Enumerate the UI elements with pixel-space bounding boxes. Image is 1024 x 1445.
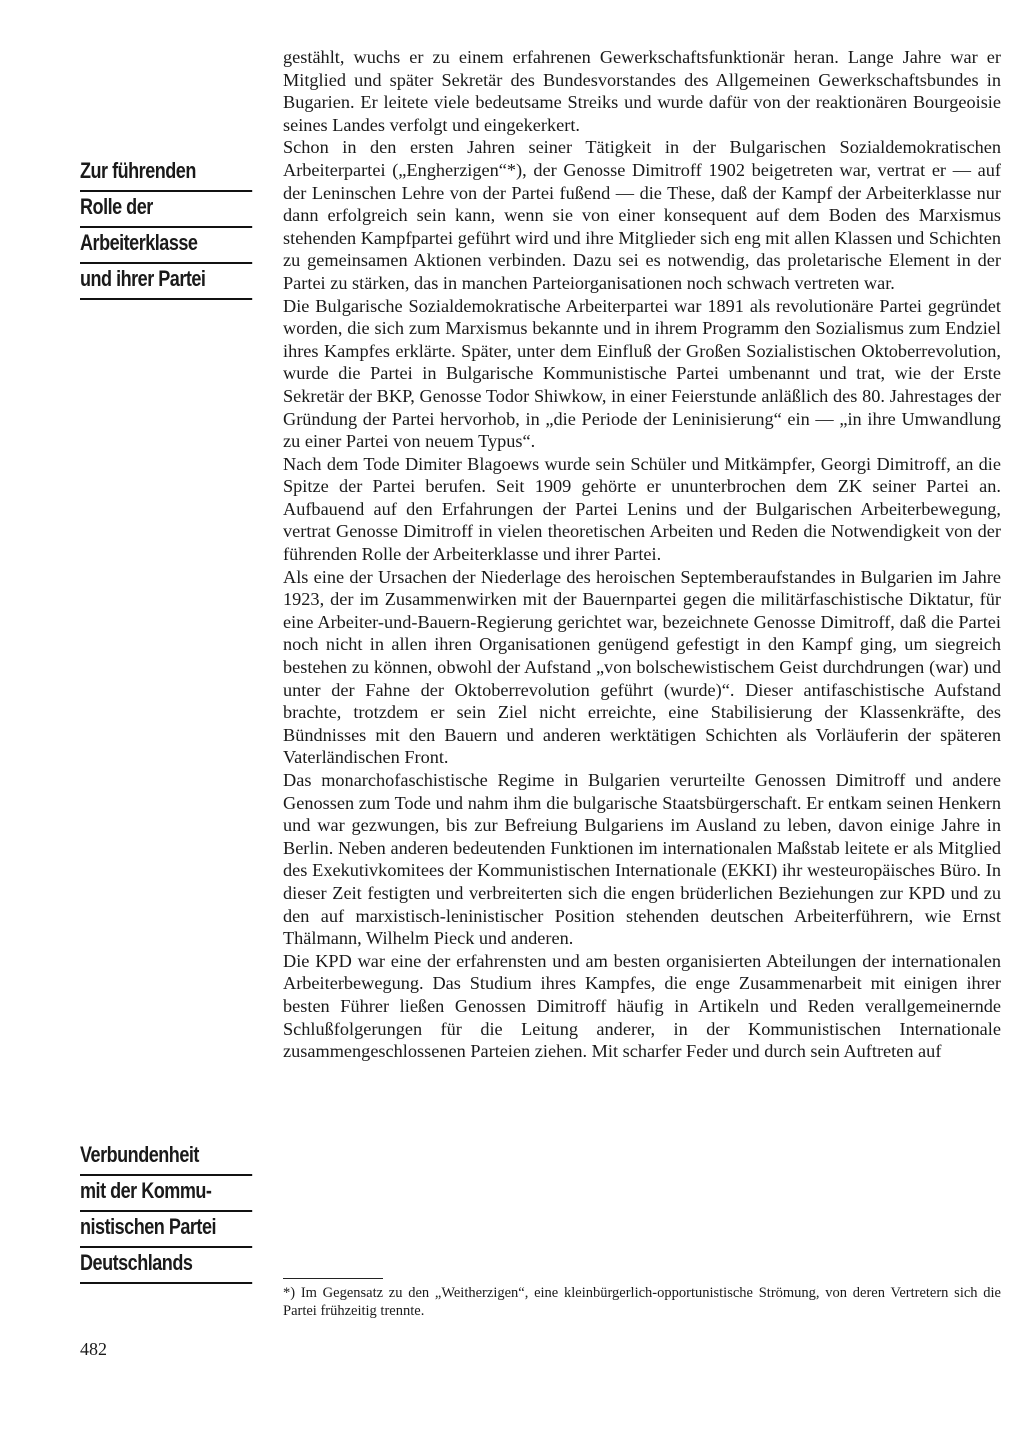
body-paragraph: Schon in den ersten Jahren seiner Tätigkeit in der Bulgarischen Sozialdemokratischen Arbeiterpartei („Engherzigen“*), der Genosse Dimitroff 1902 beigetreten war, vertrat er — auf der Leninschen Lehre von der Partei fußend — die These, daß der Kampf der Arbeiterklasse nur dann erfolgreich sein kann, wenn sie von einer konsequent auf dem Boden des Marxismus stehenden Kampfpartei geführt wird und ihre Mitglieder sich eng mit allen Klassen und Schichten zu gemeinsamen Aktionen verbinden. Dazu sei es notwendig, das proletarische Element in der Partei zu stärken, das in manchen Parteiorganisationen noch schwach vertreten war. xyxy=(283,137,1001,293)
footnote: *) Im Gegensatz zu den „Weitherzigen“, eine kleinbürgerlich-opportunistische Strömung, von deren Vertretern sich die Partei frühzeitig trennte. xyxy=(283,1285,1001,1319)
footnote-divider xyxy=(283,1278,383,1279)
page-number: 482 xyxy=(80,1339,107,1359)
side-heading-line: Rolle der xyxy=(80,192,252,228)
side-heading-line: und ihrer Partei xyxy=(80,264,252,300)
side-heading-line: mit der Kommu- xyxy=(80,1176,252,1212)
body-paragraph: Die Bulgarische Sozialdemokratische Arbeiterpartei war 1891 als revolutionäre Partei gegründet worden, die sich zum Marxismus bekannte und in ihrem Programm den Sozialismus zum Endziel ihres Kampfes erklärte. Später, unter dem Einfluß der Großen Sozialistischen Oktoberrevolution, wurde die Partei in Bulgarische Kommunistische Partei umbenannt und trat, wie der Erste Sekretär der BKP, Genosse Todor Shiwkow, in einer Feierstunde anläßlich des 80. Jahrestages der Gründung der Partei hervorhob, in „die Periode der Leninisierung“ ein — „in ihre Umwandlung zu einer Partei von neuem Typus“. xyxy=(283,295,1001,452)
body-paragraph: Die KPD war eine der erfahrensten und am besten organisierten Abteilungen der internationalen Arbeiterbewegung. Das Studium ihres Kampfes, die enge Zusammenarbeit mit einigen ihrer besten Führer ließen Genossen Dimitroff häufig in Artikeln und Reden verallgemeinernde Schlußfolgerungen für die Leitung anderer, in der Kommunistischen Internationale zusammengeschlossenen Parteien ziehen. Mit scharfer Feder und durch sein Auftreten auf xyxy=(283,950,1001,1062)
body-paragraph: gestählt, wuchs er zu einem erfahrenen Gewerkschaftsfunktionär heran. Lange Jahre war er Mitglied und später Sekretär des Bundesvorstandes des Allgemeinen Gewerkschaftsbundes in Bugarien. Er leitete viele bedeutsame Streiks und wurde dafür von der reaktionären Bourgeoisie seines Landes verfolgt und eingekerkert. xyxy=(283,47,1001,135)
body-paragraph: Als eine der Ursachen der Niederlage des heroischen Septemberaufstandes in Bulgarien im Jahre 1923, der im Zusammenwirken mit der Bauernpartei gegen die militärfaschistische Diktatur, für eine Arbeiter-und-Bauern-Regierung gerichtet war, bezeichnete Genosse Dimitroff, daß die Partei noch nicht in allen ihren Organisationen genügend gefestigt in den Kampf ging, um siegreich bestehen zu können, obwohl der Aufstand „von bolschewistischem Geist durchdrungen (war) und unter der Fahne der Oktoberrevolution geführt (wurde)“. Dieser antifaschistische Aufstand brachte, trotzdem er sein Ziel nicht erreichte, eine Stabilisierung der Klassenkräfte, des Bündnisses mit den Bauern und anderen werktätigen Schichten als Vorläuferin der späteren Vaterländischen Front. xyxy=(283,566,1001,768)
side-heading-line: Zur führenden xyxy=(80,156,252,192)
side-heading-kpd-solidarity xyxy=(80,1140,226,1284)
side-heading-line: Arbeiterklasse xyxy=(80,228,252,264)
main-text-column xyxy=(283,46,1001,1063)
body-paragraph: Das monarchofaschistische Regime in Bulgarien verurteilte Genossen Dimitroff und andere Genossen zum Tode und nahm ihm die bulgarische Staatsbürgerschaft. Er entkam seinen Henkern und war gezwungen, bis zur Befreiung Bulgariens im Ausland zu leben, davon einige Jahre in Berlin. Neben anderen bedeutenden Funktionen im internationalen Maßstab leitete er als Mitglied des Exekutivkomitees der Kommunistischen Internationale (EKKI) ihr westeuropäisches Büro. In dieser Zeit festigten und verbreiterten sich die engen brüderlichen Beziehungen zur KPD und zu den auf marxistisch-leninistischer Position stehenden deutschen Arbeiterführern, wie Ernst Thälmann, Wilhelm Pieck und anderen. xyxy=(283,770,1001,949)
side-heading-leading-role xyxy=(80,156,226,300)
body-paragraph: Nach dem Tode Dimiter Blagoews wurde sein Schüler und Mitkämpfer, Georgi Dimitroff, an die Spitze der Partei berufen. Seit 1909 gehörte er ununterbrochen dem ZK seiner Partei an. Aufbauend auf den Erfahrungen der Partei Lenins und der Bulgarischen Arbeiterbewegung, vertrat Genosse Dimitroff in vielen theoretischen Arbeiten und Reden die Notwendigkeit von der führenden Rolle der Arbeiterklasse und ihrer Partei. xyxy=(283,453,1001,565)
side-heading-line: Deutschlands xyxy=(80,1248,252,1284)
side-heading-line: Verbundenheit xyxy=(80,1140,252,1176)
side-heading-line: nistischen Partei xyxy=(80,1212,252,1248)
